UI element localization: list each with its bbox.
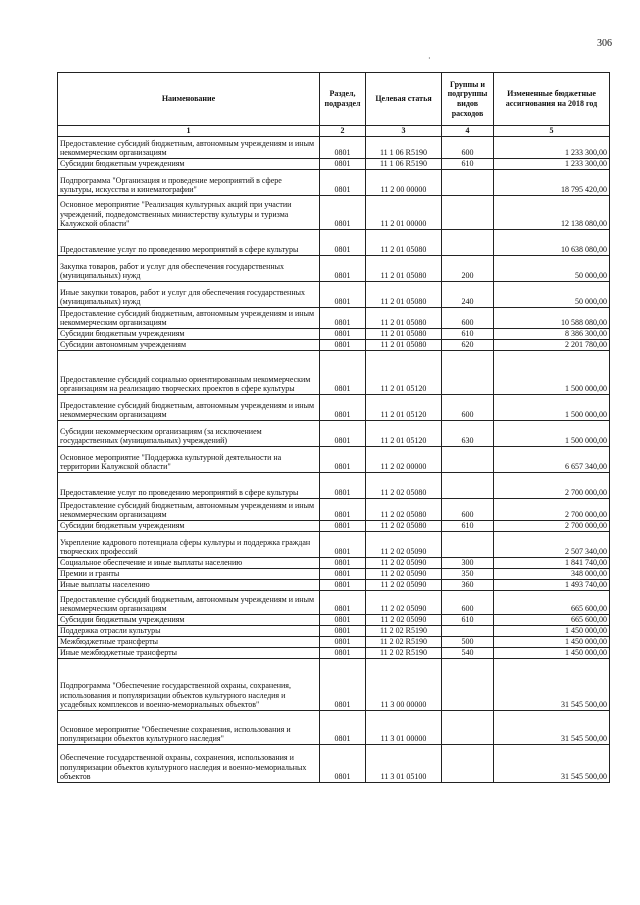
row-amount: 1 841 740,00 — [494, 558, 610, 569]
row-group: 600 — [442, 499, 494, 521]
table-row — [58, 282, 610, 308]
row-group: 540 — [442, 648, 494, 659]
row-group: 600 — [442, 395, 494, 421]
row-name: Премии и гранты — [58, 569, 320, 580]
row-target: 11 3 01 00000 — [366, 711, 442, 745]
row-section: 0801 — [320, 308, 366, 329]
row-section: 0801 — [320, 648, 366, 659]
row-group: 360 — [442, 580, 494, 591]
row-name: Предоставление услуг по проведению мероприятий в сфере культуры — [58, 230, 320, 256]
row-target: 11 2 02 05090 — [366, 591, 442, 615]
table-row — [58, 230, 610, 256]
table-row — [58, 159, 610, 170]
table-row — [58, 351, 610, 395]
row-name: Субсидии бюджетным учреждениям — [58, 329, 320, 340]
row-name: Поддержка отрасли культуры — [58, 626, 320, 637]
table-row — [58, 170, 610, 196]
row-target: 11 2 01 00000 — [366, 196, 442, 230]
column-number: 4 — [442, 126, 494, 137]
row-section: 0801 — [320, 521, 366, 532]
row-amount: 31 545 500,00 — [494, 711, 610, 745]
row-amount: 2 700 000,00 — [494, 521, 610, 532]
table-row — [58, 745, 610, 783]
row-group — [442, 473, 494, 499]
table-row — [58, 626, 610, 637]
row-target: 11 2 02 05080 — [366, 473, 442, 499]
row-target: 11 2 02 R5190 — [366, 637, 442, 648]
row-target: 11 2 02 R5190 — [366, 648, 442, 659]
table-row — [58, 532, 610, 558]
row-amount: 50 000,00 — [494, 256, 610, 282]
row-group: 600 — [442, 137, 494, 159]
column-number-row — [58, 126, 610, 137]
row-amount: 665 600,00 — [494, 615, 610, 626]
row-name: Иные выплаты населению — [58, 580, 320, 591]
row-name: Предоставление субсидий бюджетным, автономным учреждениям и иным некоммерческим организациям — [58, 395, 320, 421]
row-name: Иные межбюджетные трансферты — [58, 648, 320, 659]
row-section: 0801 — [320, 421, 366, 447]
header-name: Наименование — [58, 73, 320, 126]
row-name: Подпрограмма "Организация и проведение мероприятий в сфере культуры, искусства и кинематографии" — [58, 170, 320, 196]
row-group — [442, 170, 494, 196]
row-group — [442, 745, 494, 783]
row-amount: 2 201 780,00 — [494, 340, 610, 351]
table-row — [58, 499, 610, 521]
row-target: 11 2 02 05090 — [366, 580, 442, 591]
row-name: Предоставление субсидий бюджетным, автономным учреждениям и иным некоммерческим организациям — [58, 137, 320, 159]
row-name: Субсидии некоммерческим организациям (за исключением государственных (муниципальных) учреждений) — [58, 421, 320, 447]
row-target: 11 2 01 05080 — [366, 230, 442, 256]
row-group: 600 — [442, 591, 494, 615]
row-group: 240 — [442, 282, 494, 308]
table-body — [58, 137, 610, 783]
table-row — [58, 521, 610, 532]
header-groups: Группы и подгруппы видов расходов — [442, 73, 494, 126]
table-row — [58, 137, 610, 159]
row-amount: 665 600,00 — [494, 591, 610, 615]
row-target: 11 2 02 05080 — [366, 499, 442, 521]
row-target: 11 2 01 05080 — [366, 340, 442, 351]
row-section: 0801 — [320, 230, 366, 256]
row-section: 0801 — [320, 532, 366, 558]
table-row — [58, 569, 610, 580]
row-section: 0801 — [320, 447, 366, 473]
row-amount: 1 500 000,00 — [494, 421, 610, 447]
row-section: 0801 — [320, 256, 366, 282]
table-row — [58, 340, 610, 351]
row-target: 11 2 01 05080 — [366, 329, 442, 340]
row-amount: 8 386 300,00 — [494, 329, 610, 340]
row-group: 300 — [442, 558, 494, 569]
row-group — [442, 711, 494, 745]
row-amount: 1 450 000,00 — [494, 648, 610, 659]
row-group — [442, 230, 494, 256]
row-group: 610 — [442, 521, 494, 532]
row-amount: 2 507 340,00 — [494, 532, 610, 558]
row-section: 0801 — [320, 558, 366, 569]
header-target: Целевая статья — [366, 73, 442, 126]
row-section: 0801 — [320, 499, 366, 521]
row-target: 11 2 02 05080 — [366, 521, 442, 532]
row-group: 200 — [442, 256, 494, 282]
row-name: Основное мероприятие "Поддержка культурной деятельности на территории Калужской области" — [58, 447, 320, 473]
table-row — [58, 558, 610, 569]
table-row — [58, 615, 610, 626]
row-amount: 1 233 300,00 — [494, 159, 610, 170]
row-name: Предоставление субсидий бюджетным, автономным учреждениям и иным некоммерческим организациям — [58, 591, 320, 615]
row-section: 0801 — [320, 351, 366, 395]
table-row — [58, 659, 610, 711]
row-group: 620 — [442, 340, 494, 351]
table-row — [58, 308, 610, 329]
row-group — [442, 626, 494, 637]
row-amount: 2 700 000,00 — [494, 499, 610, 521]
row-amount: 31 545 500,00 — [494, 659, 610, 711]
column-number: 5 — [494, 126, 610, 137]
row-section: 0801 — [320, 137, 366, 159]
row-target: 11 2 02 R5190 — [366, 626, 442, 637]
row-section: 0801 — [320, 711, 366, 745]
row-group — [442, 532, 494, 558]
row-name: Субсидии автономным учреждениям — [58, 340, 320, 351]
row-target: 11 3 01 05100 — [366, 745, 442, 783]
row-target: 11 2 02 05090 — [366, 615, 442, 626]
column-number: 1 — [58, 126, 320, 137]
row-target: 11 2 01 05120 — [366, 421, 442, 447]
row-name: Иные закупки товаров, работ и услуг для обеспечения государственных (муниципальных) нужд — [58, 282, 320, 308]
row-target: 11 2 01 05120 — [366, 351, 442, 395]
row-target: 11 2 02 05090 — [366, 569, 442, 580]
row-amount: 348 000,00 — [494, 569, 610, 580]
row-section: 0801 — [320, 282, 366, 308]
table-row — [58, 329, 610, 340]
row-target: 11 3 00 00000 — [366, 659, 442, 711]
row-target: 11 2 00 00000 — [366, 170, 442, 196]
row-section: 0801 — [320, 580, 366, 591]
row-name: Закупка товаров, работ и услуг для обеспечения государственных (муниципальных) нужд — [58, 256, 320, 282]
row-target: 11 2 01 05080 — [366, 282, 442, 308]
row-amount: 1 493 740,00 — [494, 580, 610, 591]
row-name: Предоставление услуг по проведению мероприятий в сфере культуры — [58, 473, 320, 499]
row-group: 610 — [442, 159, 494, 170]
row-group: 610 — [442, 615, 494, 626]
table-row — [58, 637, 610, 648]
row-amount: 31 545 500,00 — [494, 745, 610, 783]
row-name: Укрепление кадрового потенциала сферы культуры и поддержка граждан творческих профессий — [58, 532, 320, 558]
row-amount: 1 450 000,00 — [494, 626, 610, 637]
table-row — [58, 648, 610, 659]
table-row — [58, 580, 610, 591]
row-section: 0801 — [320, 591, 366, 615]
row-section: 0801 — [320, 159, 366, 170]
table-row — [58, 473, 610, 499]
row-group — [442, 196, 494, 230]
row-target: 11 2 02 05090 — [366, 558, 442, 569]
row-name: Предоставление субсидий бюджетным, автономным учреждениям и иным некоммерческим организациям — [58, 308, 320, 329]
row-name: Основное мероприятие "Реализация культурных акций при участии учреждений, подведомственных министерству культуры и туризма Калужской области" — [58, 196, 320, 230]
table-row — [58, 421, 610, 447]
row-group: 350 — [442, 569, 494, 580]
row-amount: 6 657 340,00 — [494, 447, 610, 473]
row-group: 610 — [442, 329, 494, 340]
row-amount: 18 795 420,00 — [494, 170, 610, 196]
row-section: 0801 — [320, 626, 366, 637]
table-row — [58, 591, 610, 615]
row-amount: 1 500 000,00 — [494, 395, 610, 421]
row-section: 0801 — [320, 615, 366, 626]
table-row — [58, 395, 610, 421]
table-row — [58, 711, 610, 745]
row-section: 0801 — [320, 659, 366, 711]
row-group: 500 — [442, 637, 494, 648]
budget-table — [57, 72, 610, 783]
row-section: 0801 — [320, 395, 366, 421]
table-row — [58, 196, 610, 230]
table-row — [58, 256, 610, 282]
row-target: 11 2 01 05080 — [366, 308, 442, 329]
row-target: 11 2 01 05080 — [366, 256, 442, 282]
row-section: 0801 — [320, 329, 366, 340]
row-amount: 12 138 080,00 — [494, 196, 610, 230]
row-section: 0801 — [320, 473, 366, 499]
row-name: Межбюджетные трансферты — [58, 637, 320, 648]
row-amount: 10 588 080,00 — [494, 308, 610, 329]
row-section: 0801 — [320, 170, 366, 196]
row-target: 11 2 02 00000 — [366, 447, 442, 473]
header-section: Раздел, подраздел — [320, 73, 366, 126]
page-mark: · — [428, 54, 431, 63]
column-number: 2 — [320, 126, 366, 137]
row-name: Обеспечение государственной охраны, сохранения, использования и популяризации объектов культурного наследия и военно-мемориальных объектов — [58, 745, 320, 783]
column-number: 3 — [366, 126, 442, 137]
row-section: 0801 — [320, 745, 366, 783]
row-group — [442, 351, 494, 395]
row-name: Субсидии бюджетным учреждениям — [58, 615, 320, 626]
row-amount: 1 450 000,00 — [494, 637, 610, 648]
row-name: Субсидии бюджетным учреждениям — [58, 521, 320, 532]
row-section: 0801 — [320, 340, 366, 351]
row-amount: 1 233 300,00 — [494, 137, 610, 159]
row-name: Подпрограмма "Обеспечение государственной охраны, сохранения, использования и популяризации объектов культурного наследия и усадебных комплексов и военно-мемориальных объектов" — [58, 659, 320, 711]
table-row — [58, 447, 610, 473]
row-name: Основное мероприятие "Обеспечение сохранения, использования и популяризации объектов культурного наследия" — [58, 711, 320, 745]
row-amount: 2 700 000,00 — [494, 473, 610, 499]
row-name: Социальное обеспечение и иные выплаты населению — [58, 558, 320, 569]
row-target: 11 1 06 R5190 — [366, 137, 442, 159]
row-name: Субсидии бюджетным учреждениям — [58, 159, 320, 170]
row-section: 0801 — [320, 196, 366, 230]
header-amount: Измененные бюджетные ассигнования на 2018 год — [494, 73, 610, 126]
row-name: Предоставление субсидий бюджетным, автономным учреждениям и иным некоммерческим организациям — [58, 499, 320, 521]
row-group — [442, 447, 494, 473]
row-section: 0801 — [320, 637, 366, 648]
row-section: 0801 — [320, 569, 366, 580]
page-number: 306 — [597, 38, 612, 49]
row-group: 600 — [442, 308, 494, 329]
row-group: 630 — [442, 421, 494, 447]
row-group — [442, 659, 494, 711]
row-target: 11 1 06 R5190 — [366, 159, 442, 170]
row-target: 11 2 01 05120 — [366, 395, 442, 421]
header-row — [58, 73, 610, 126]
row-amount: 50 000,00 — [494, 282, 610, 308]
row-name: Предоставление субсидий социально ориентированным некоммерческим организациям на реализацию творческих проектов в сфере культуры — [58, 351, 320, 395]
row-target: 11 2 02 05090 — [366, 532, 442, 558]
row-amount: 1 500 000,00 — [494, 351, 610, 395]
row-amount: 10 638 080,00 — [494, 230, 610, 256]
